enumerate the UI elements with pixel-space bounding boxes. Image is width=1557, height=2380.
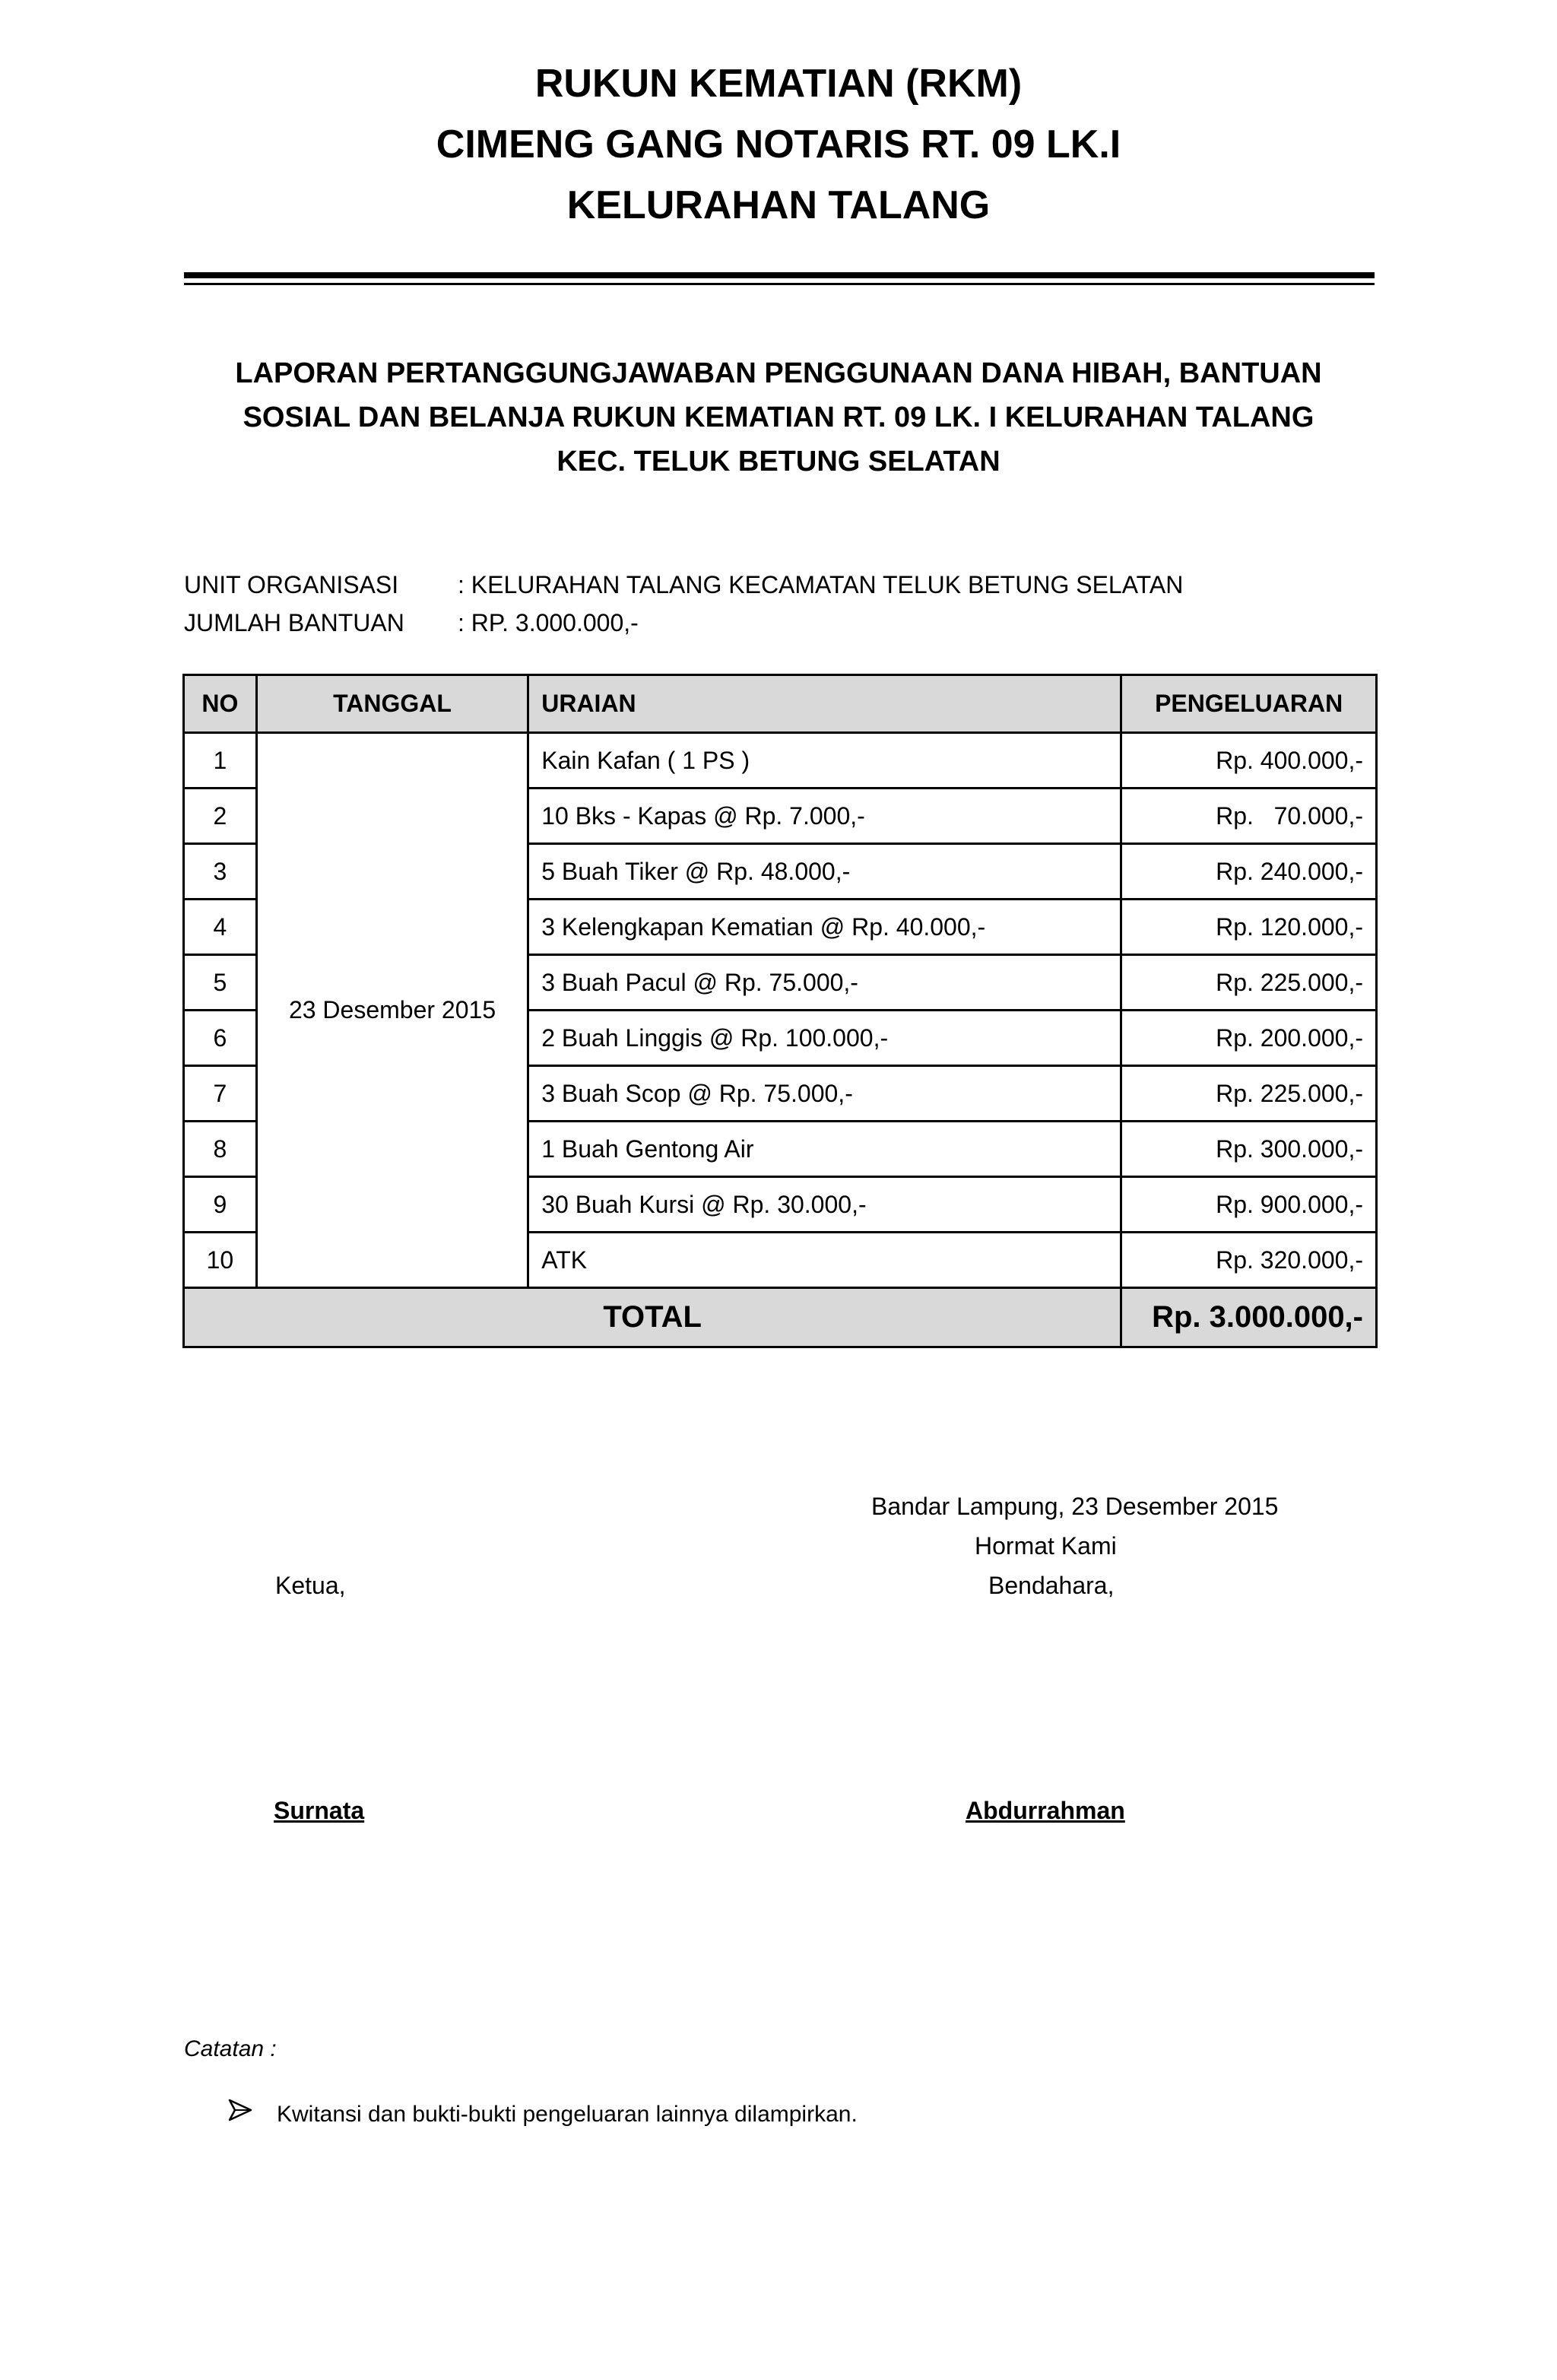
org-name: RUKUN KEMATIAN (RKM) xyxy=(534,62,1023,106)
arrowhead-bullet-icon xyxy=(228,2096,258,2134)
report-info xyxy=(184,566,1183,642)
report-title-line-1: LAPORAN PERTANGGUNGJAWABAN PENGGUNAAN DANA HIBAH, BANTUAN xyxy=(235,357,1322,389)
notes-label: Catatan : xyxy=(184,2036,277,2061)
row-no: 5 xyxy=(184,955,257,1011)
signature-regards: Hormat Kami xyxy=(975,1532,1117,1560)
org-address: CIMENG GANG NOTARIS RT. 09 LK.I xyxy=(436,122,1121,167)
row-no: 6 xyxy=(184,1011,257,1066)
amount-row xyxy=(184,604,1183,642)
total-value: Rp. 3.000.000,- xyxy=(1121,1288,1377,1347)
row-amount: Rp. 300.000,- xyxy=(1121,1122,1377,1177)
row-amount: Rp. 70.000,- xyxy=(1121,789,1377,844)
signature-right-name: Abdurrahman xyxy=(966,1797,1125,1824)
row-amount: Rp. 200.000,- xyxy=(1121,1011,1377,1066)
row-no: 2 xyxy=(184,789,257,844)
row-description: 3 Buah Pacul @ Rp. 75.000,- xyxy=(528,955,1121,1011)
row-amount: Rp. 225.000,- xyxy=(1121,1066,1377,1122)
row-amount: Rp. 225.000,- xyxy=(1121,955,1377,1011)
notes-item-text: Kwitansi dan bukti-bukti pengeluaran lainnya dilampirkan. xyxy=(277,2102,858,2127)
letterhead xyxy=(0,53,1557,236)
expense-table xyxy=(182,674,1378,1348)
row-description: 3 Kelengkapan Kematian @ Rp. 40.000,- xyxy=(528,900,1121,955)
report-title-line-3: KEC. TELUK BETUNG SELATAN xyxy=(557,446,1000,478)
signature-left-role: Ketua, xyxy=(275,1572,346,1599)
unit-value: : KELURAHAN TALANG KECAMATAN TELUK BETUNG SELATAN xyxy=(458,571,1184,598)
row-description: 1 Buah Gentong Air xyxy=(528,1122,1121,1177)
header-description: URAIAN xyxy=(528,675,1121,733)
org-district: KELURAHAN TALANG xyxy=(566,183,991,227)
row-no: 9 xyxy=(184,1177,257,1233)
header-date: TANGGAL xyxy=(256,675,528,733)
row-description: 3 Buah Scop @ Rp. 75.000,- xyxy=(528,1066,1121,1122)
total-label: TOTAL xyxy=(184,1288,1121,1347)
row-no: 8 xyxy=(184,1122,257,1177)
header-no: NO xyxy=(184,675,257,733)
row-description: 5 Buah Tiker @ Rp. 48.000,- xyxy=(528,844,1121,900)
row-no: 3 xyxy=(184,844,257,900)
signature-place-date: Bandar Lampung, 23 Desember 2015 xyxy=(871,1493,1279,1520)
unit-row xyxy=(184,566,1183,604)
header-divider-thin xyxy=(184,283,1375,285)
row-no: 4 xyxy=(184,900,257,955)
row-date: 23 Desember 2015 xyxy=(256,733,528,1288)
header-divider-thick xyxy=(184,272,1375,278)
report-title-line-2: SOSIAL DAN BELANJA RUKUN KEMATIAN RT. 09 LK. I KELURAHAN TALANG xyxy=(243,401,1314,433)
amount-value: : RP. 3.000.000,- xyxy=(458,609,639,636)
row-no: 7 xyxy=(184,1066,257,1122)
total-row xyxy=(184,1288,1377,1347)
row-amount: Rp. 900.000,- xyxy=(1121,1177,1377,1233)
row-no: 10 xyxy=(184,1233,257,1288)
row-description: 10 Bks - Kapas @ Rp. 7.000,- xyxy=(528,789,1121,844)
unit-label: UNIT ORGANISASI xyxy=(184,571,399,598)
row-description: Kain Kafan ( 1 PS ) xyxy=(528,733,1121,789)
report-title xyxy=(0,351,1557,484)
row-description: 30 Buah Kursi @ Rp. 30.000,- xyxy=(528,1177,1121,1233)
row-amount: Rp. 240.000,- xyxy=(1121,844,1377,900)
row-description: 2 Buah Linggis @ Rp. 100.000,- xyxy=(528,1011,1121,1066)
signature-left-name: Surnata xyxy=(274,1797,365,1824)
header-expense: PENGELUARAN xyxy=(1121,675,1377,733)
amount-label: JUMLAH BANTUAN xyxy=(184,609,404,636)
row-no: 1 xyxy=(184,733,257,789)
signature-right-role: Bendahara, xyxy=(988,1572,1115,1599)
row-description: ATK xyxy=(528,1233,1121,1288)
row-amount: Rp. 320.000,- xyxy=(1121,1233,1377,1288)
row-amount: Rp. 120.000,- xyxy=(1121,900,1377,955)
table-header-row xyxy=(184,675,1377,733)
notes-item xyxy=(228,2096,858,2134)
row-amount: Rp. 400.000,- xyxy=(1121,733,1377,789)
table-row xyxy=(184,733,1377,789)
